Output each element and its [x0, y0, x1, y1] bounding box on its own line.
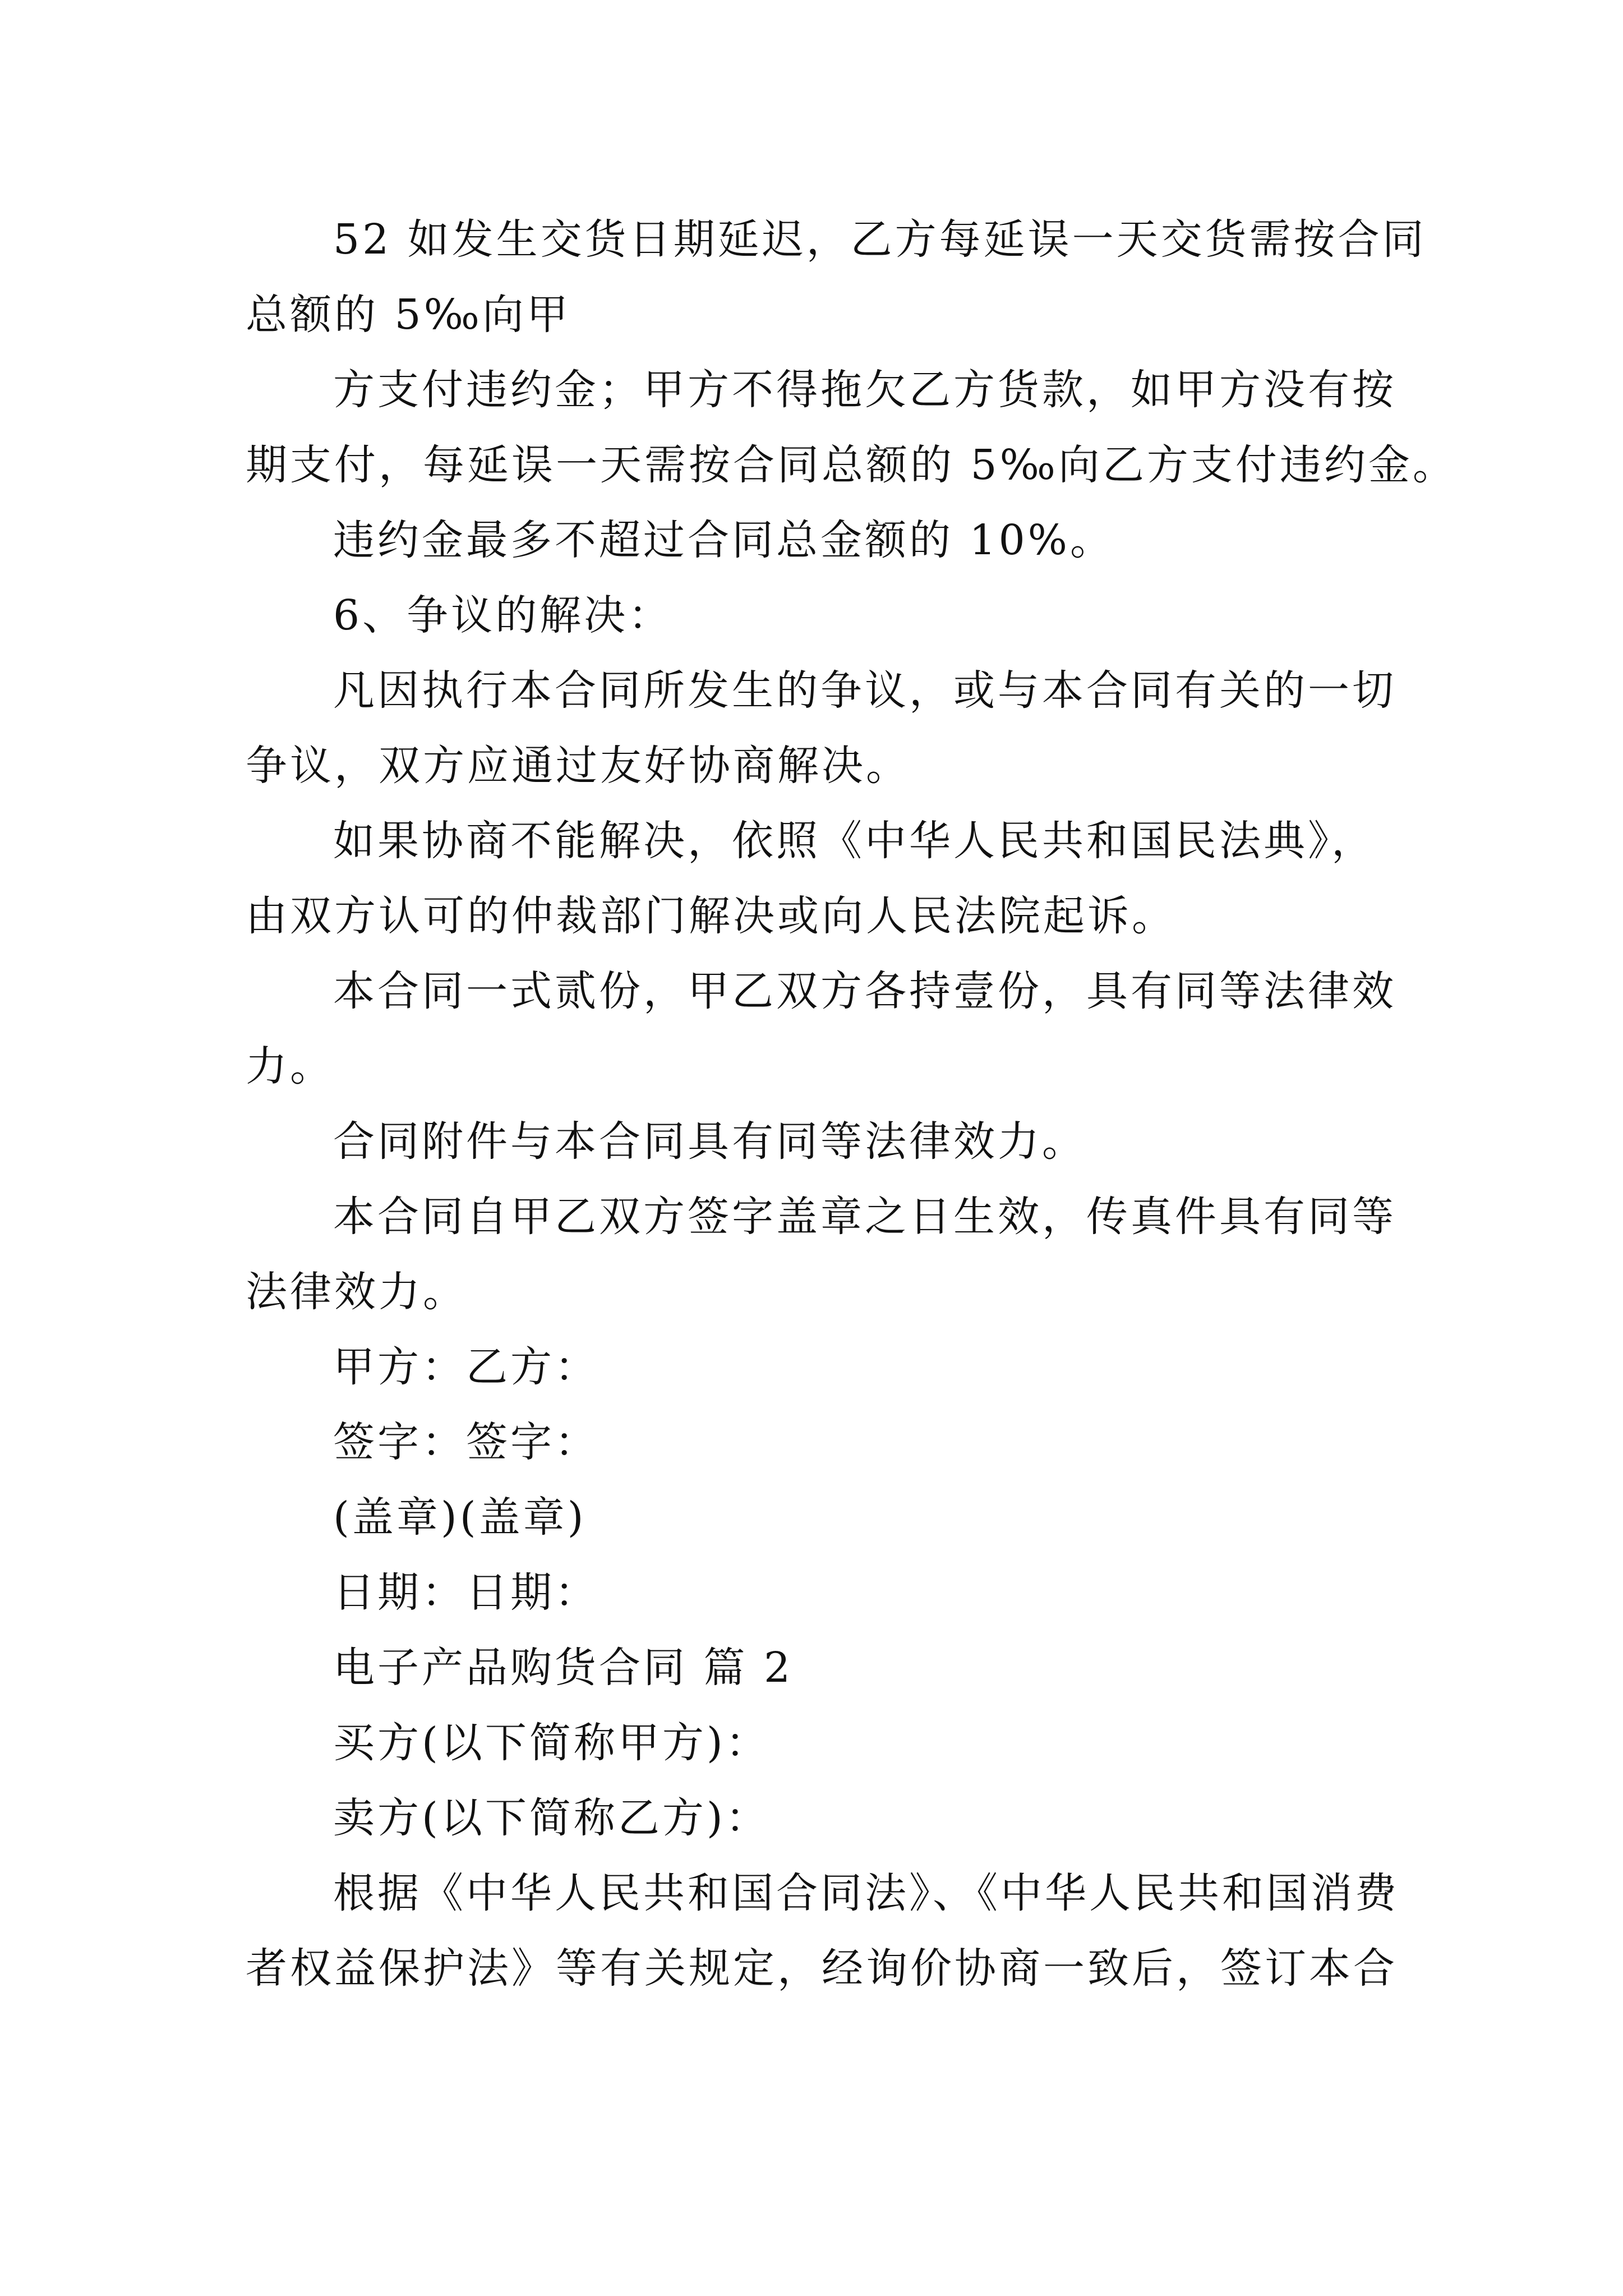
date-label-line: 日期：日期： — [333, 1568, 599, 1617]
text-line: 52 如发生交货日期延迟，乙方每延误一天交货需按合同 — [333, 215, 1427, 264]
text-line: 总额的 5‰向甲 — [246, 291, 571, 339]
text-line: 根据《中华人民共和国合同法》、《中华人民共和国消费 — [333, 1869, 1399, 1917]
text-line: 凡因执行本合同所发生的争议，或与本合同有关的一切 — [333, 666, 1396, 715]
party-label-line: 甲方：乙方： — [333, 1343, 599, 1391]
seal-label-line: (盖章)(盖章) — [333, 1493, 587, 1542]
text-line: 由双方认可的仲裁部门解决或向人民法院起诉。 — [246, 892, 1176, 940]
seller-line: 卖方(以下简称乙方)： — [333, 1794, 770, 1842]
text-line: 违约金最多不超过合同总金额的 10%。 — [333, 516, 1114, 564]
text-line: 者权益保护法》等有关规定，经询价协商一致后，签订本合 — [246, 1944, 1398, 1993]
text-line: 本合同一式贰份，甲乙双方各持壹份，具有同等法律效 — [333, 967, 1396, 1015]
text-line: 力。 — [246, 1042, 334, 1091]
text-line: 法律效力。 — [246, 1268, 467, 1316]
text-line: 如果协商不能解决，依照《中华人民共和国民法典》， — [333, 817, 1376, 865]
text-line: 方支付违约金；甲方不得拖欠乙方货款，如甲方没有按 — [333, 366, 1396, 414]
contract-section-title: 电子产品购货合同 篇 2 — [333, 1644, 794, 1692]
document-body — [246, 202, 1457, 2006]
text-line: 争议，双方应通过友好协商解决。 — [246, 742, 910, 790]
signature-label-line: 签字：签字： — [333, 1418, 599, 1466]
text-line: 期支付，每延误一天需按合同总额的 5‰向乙方支付违约金。 — [246, 441, 1457, 489]
buyer-line: 买方(以下简称甲方)： — [333, 1719, 770, 1767]
section-heading: 6、争议的解决： — [333, 591, 673, 639]
text-line: 合同附件与本合同具有同等法律效力。 — [333, 1117, 1086, 1166]
text-line: 本合同自甲乙双方签字盖章之日生效，传真件具有同等 — [333, 1193, 1396, 1241]
